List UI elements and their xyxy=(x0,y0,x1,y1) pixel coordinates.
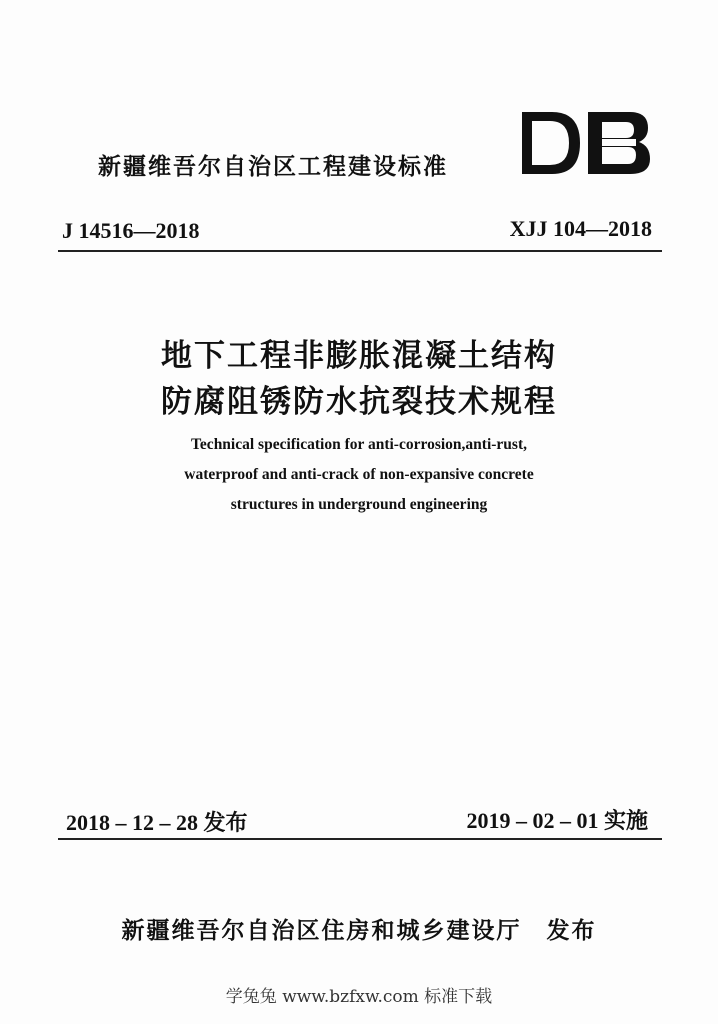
watermark-text: 学兔兔 www.bzfxw.com 标准下载 xyxy=(225,987,493,1007)
issue-date: 2018 – 12 – 28 发布 xyxy=(66,810,248,835)
en-title-line3: structures in underground engineering xyxy=(230,496,488,513)
cn-title-line2: 防腐阻锈防水抗裂技术规程 xyxy=(161,384,557,420)
record-number: J 14516—2018 xyxy=(62,218,200,243)
en-title-line2: waterproof and anti-crack of non-expansive concrete xyxy=(184,466,534,483)
db-logo xyxy=(518,108,652,178)
standard-number: XJJ 104—2018 xyxy=(509,216,652,241)
en-title-line1: Technical specification for anti-corrosion,anti-rust, xyxy=(191,436,527,453)
top-divider xyxy=(58,250,662,252)
publisher: 新疆维吾尔自治区住房和城乡建设厅 发布 xyxy=(121,918,597,944)
implementation-date: 2019 – 02 – 01 实施 xyxy=(466,808,648,833)
bottom-divider xyxy=(58,838,662,840)
db-logo-d xyxy=(522,112,580,174)
series-title: 新疆维吾尔自治区工程建设标准 xyxy=(98,154,448,180)
cn-title-line1: 地下工程非膨胀混凝土结构 xyxy=(161,338,557,374)
